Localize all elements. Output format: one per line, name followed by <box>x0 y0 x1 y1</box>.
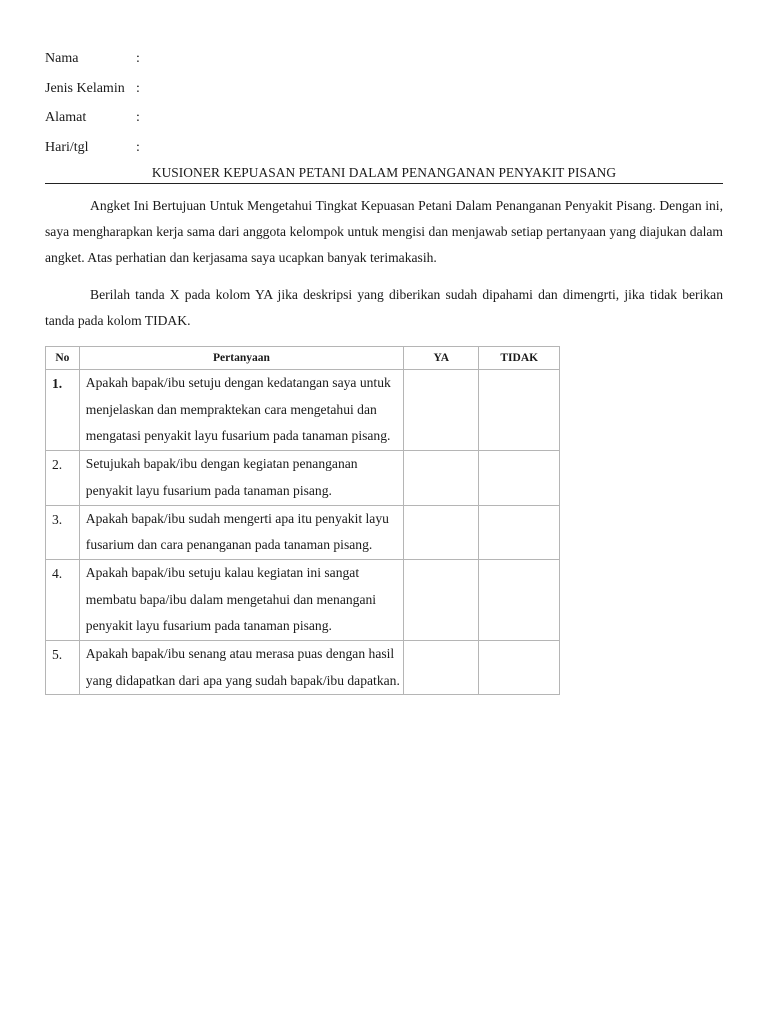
field-label: Jenis Kelamin <box>45 80 125 96</box>
header-tidak: TIDAK <box>479 347 560 370</box>
field-label: Nama <box>45 51 79 66</box>
row-question: Apakah bapak/ibu setuju dengan kedatangan saya untuk menjelaskan dan mempraktekan cara mengetahui dan mengatasi penyakit layu fusarium pada tanaman pisang. <box>79 370 403 451</box>
field-jenis-kelamin[interactable] <box>45 74 723 104</box>
table-row <box>46 641 560 695</box>
questionnaire-table <box>45 346 560 695</box>
answer-tidak-cell[interactable] <box>479 641 560 695</box>
header-ya: YA <box>404 347 479 370</box>
field-label: Hari/tgl <box>45 139 89 155</box>
respondent-fields <box>45 44 723 162</box>
row-number: 2. <box>46 451 80 505</box>
field-colon: : <box>136 80 140 96</box>
answer-ya-cell[interactable] <box>404 370 479 451</box>
table-row <box>46 451 560 505</box>
row-question: Setujukah bapak/ibu dengan kegiatan penanganan penyakit layu fusarium pada tanaman pisang. <box>79 451 403 505</box>
row-number: 1. <box>46 370 80 451</box>
answer-ya-cell[interactable] <box>404 451 479 505</box>
row-question: Apakah bapak/ibu sudah mengerti apa itu penyakit layu fusarium dan cara penanganan pada tanaman pisang. <box>79 505 403 559</box>
row-number: 4. <box>46 559 80 640</box>
answer-tidak-cell[interactable] <box>479 505 560 559</box>
answer-tidak-cell[interactable] <box>479 559 560 640</box>
answer-ya-cell[interactable] <box>404 559 479 640</box>
answer-ya-cell[interactable] <box>404 505 479 559</box>
intro-paragraph: Angket Ini Bertujuan Untuk Mengetahui Tingkat Kepuasan Petani Dalam Penanganan Penyakit Pisang. Dengan ini, saya mengharapkan kerja sama dari anggota kelompok untuk mengisi dan menjawab setiap pertanyaan yang diajukan dalam angket. Atas perhatian dan kerjasama saya ucapkan banyak terimakasih. <box>45 198 723 265</box>
answer-tidak-cell[interactable] <box>479 451 560 505</box>
instruction-paragraph: Berilah tanda X pada kolom YA jika deskripsi yang diberikan sudah dipahami dan dimengrti, jika tidak berikan tanda pada kolom TIDAK. <box>45 287 723 328</box>
row-number: 3. <box>46 505 80 559</box>
questionnaire-page <box>45 44 723 695</box>
table-row <box>46 559 560 640</box>
answer-ya-cell[interactable] <box>404 641 479 695</box>
row-question: Apakah bapak/ibu senang atau merasa puas dengan hasil yang didapatkan dari apa yang sudah bapak/ibu dapatkan. <box>79 641 403 695</box>
document-title: KUSIONER KEPUASAN PETANI DALAM PENANGANAN PENYAKIT PISANG <box>45 164 723 184</box>
field-label: Alamat <box>45 110 87 125</box>
field-colon: : <box>136 51 140 66</box>
row-question: Apakah bapak/ibu setuju kalau kegiatan ini sangat membatu bapa/ibu dalam mengetahui dan menangani penyakit layu fusarium pada tanaman pisang. <box>79 559 403 640</box>
header-no: No <box>46 347 80 370</box>
answer-tidak-cell[interactable] <box>479 370 560 451</box>
row-number: 5. <box>46 641 80 695</box>
header-question: Pertanyaan <box>79 347 403 370</box>
field-hari-tgl[interactable] <box>45 133 723 163</box>
table-header-row <box>46 347 560 370</box>
field-alamat[interactable] <box>45 103 723 133</box>
table-row <box>46 505 560 559</box>
field-colon: : <box>136 139 140 155</box>
field-colon: : <box>136 110 140 125</box>
field-nama[interactable] <box>45 44 723 74</box>
table-row <box>46 370 560 451</box>
